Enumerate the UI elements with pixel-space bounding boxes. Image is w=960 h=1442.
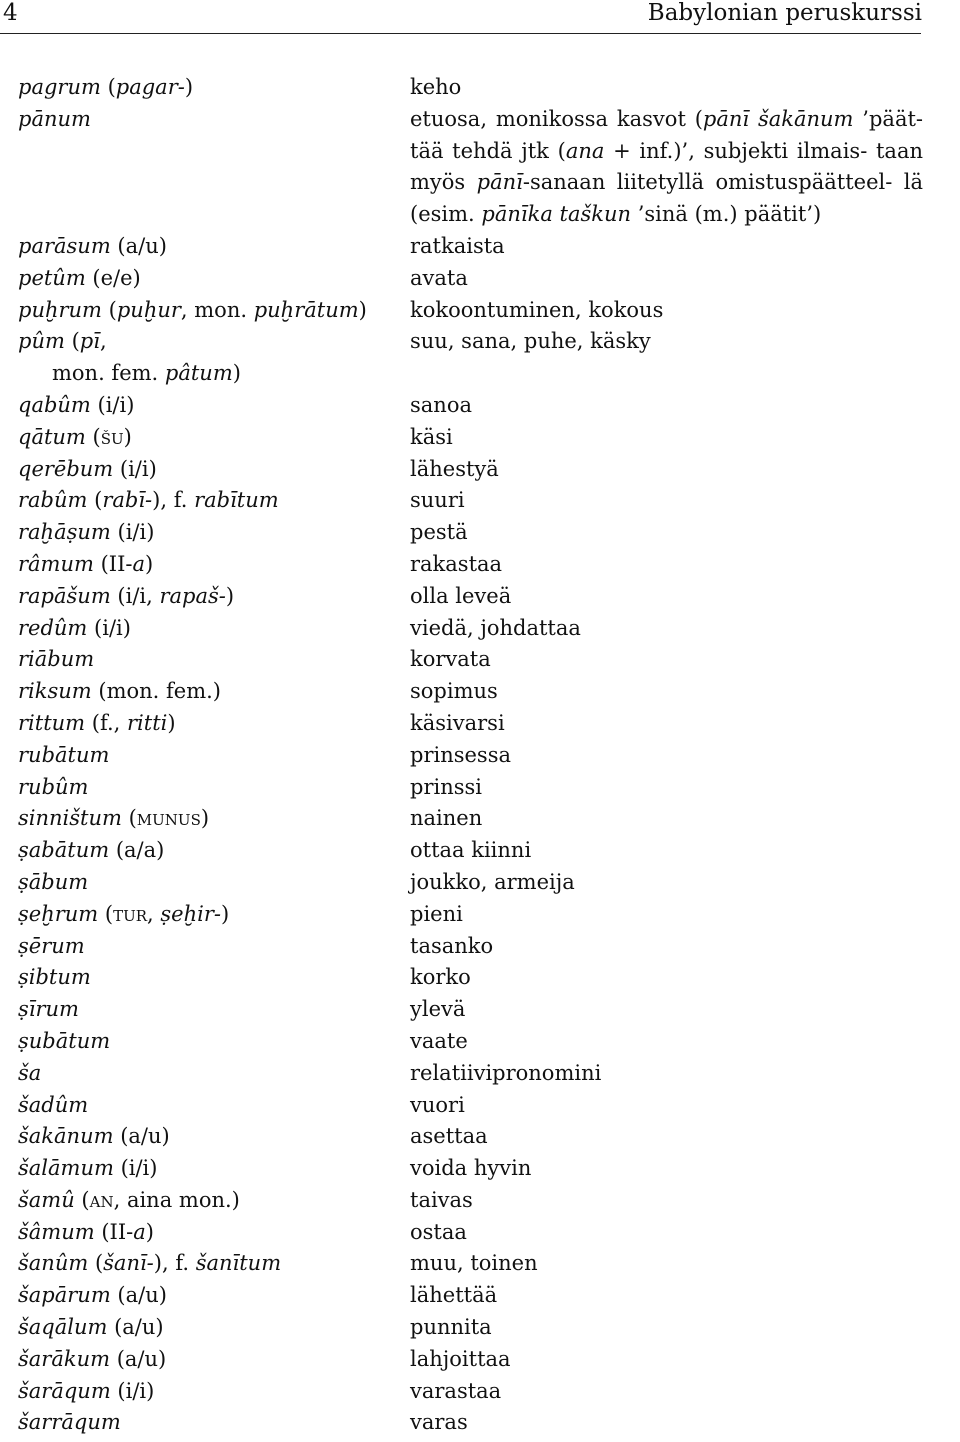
entry-gloss bbox=[410, 263, 923, 295]
text-segment: (a/u) bbox=[110, 1283, 167, 1308]
text-segment: a bbox=[133, 1219, 146, 1244]
glossary-entry bbox=[18, 1026, 923, 1058]
entry-gloss bbox=[410, 740, 923, 772]
text-segment: suu, sana, puhe, käsky bbox=[410, 329, 651, 354]
text-segment: šanītum bbox=[195, 1251, 282, 1276]
text-segment: (a/u) bbox=[113, 1124, 170, 1149]
text-segment: + inf.)’, subjekti ilmais- taan myös bbox=[410, 138, 923, 195]
text-segment: qabûm bbox=[18, 392, 91, 417]
text-segment: rabītum bbox=[194, 488, 279, 513]
entry-term bbox=[18, 1026, 410, 1058]
text-segment: redûm bbox=[18, 615, 88, 640]
text-segment: ana bbox=[565, 138, 605, 163]
text-segment: ) bbox=[200, 806, 210, 831]
entry-gloss bbox=[410, 1026, 923, 1058]
entry-term bbox=[18, 1185, 410, 1217]
text-segment: ṣeḫrum bbox=[18, 901, 99, 926]
text-segment: suuri bbox=[410, 488, 465, 513]
text-segment: , bbox=[147, 901, 161, 926]
text-segment: pagrum bbox=[18, 75, 101, 99]
text-segment: rittum bbox=[18, 710, 86, 735]
entry-gloss bbox=[410, 1058, 923, 1090]
entry-gloss bbox=[410, 1248, 923, 1280]
text-segment: taivas bbox=[410, 1187, 473, 1212]
entry-gloss bbox=[410, 994, 923, 1026]
entry-gloss bbox=[410, 72, 923, 104]
text-segment: käsi bbox=[410, 424, 453, 449]
text-segment: ottaa kiinni bbox=[410, 838, 532, 863]
entry-term bbox=[18, 517, 410, 549]
text-segment: ) bbox=[145, 1219, 154, 1244]
glossary-entry bbox=[18, 72, 923, 104]
text-segment: šarrāqum bbox=[18, 1410, 121, 1435]
glossary-entry bbox=[18, 772, 923, 804]
text-segment: ša bbox=[18, 1060, 42, 1085]
text-segment: ( bbox=[74, 1187, 90, 1212]
glossary-entry bbox=[18, 454, 923, 486]
text-segment: lahjoittaa bbox=[410, 1346, 511, 1371]
entry-gloss bbox=[410, 581, 923, 613]
glossary-entry bbox=[18, 1121, 923, 1153]
entry-term bbox=[18, 803, 410, 835]
entry-term bbox=[18, 72, 410, 104]
text-segment: ṣabātum bbox=[18, 838, 110, 863]
entry-term bbox=[18, 263, 410, 295]
text-segment: lähestyä bbox=[410, 456, 499, 481]
text-segment: varastaa bbox=[410, 1378, 502, 1403]
entry-gloss bbox=[410, 1185, 923, 1217]
text-segment: pâtum bbox=[164, 361, 233, 386]
text-segment: (i/i, bbox=[110, 583, 160, 608]
text-segment: (i/i) bbox=[113, 1156, 158, 1181]
text-segment: ṣērum bbox=[18, 933, 85, 958]
entry-term bbox=[18, 1121, 410, 1153]
text-segment: šaqālum bbox=[18, 1315, 108, 1340]
text-segment: kokoontuminen, kokous bbox=[410, 297, 664, 322]
text-segment: ostaa bbox=[410, 1219, 467, 1244]
text-segment: ṣīrum bbox=[18, 997, 79, 1022]
text-segment: (a/a) bbox=[109, 838, 165, 863]
text-segment: voida hyvin bbox=[410, 1156, 532, 1181]
text-segment: pieni bbox=[410, 901, 463, 926]
text-segment: ) bbox=[232, 361, 241, 386]
text-segment: šalāmum bbox=[18, 1156, 114, 1181]
text-segment: (i/i) bbox=[87, 615, 131, 640]
text-segment: nainen bbox=[410, 806, 483, 831]
glossary-entry bbox=[18, 1407, 923, 1439]
text-segment: rapāšum bbox=[18, 583, 111, 608]
entry-gloss bbox=[410, 962, 923, 994]
text-segment: ), f. bbox=[152, 488, 195, 513]
entry-gloss bbox=[410, 231, 923, 263]
entry-term-continuation bbox=[18, 358, 410, 390]
glossary-entry bbox=[18, 1280, 923, 1312]
entry-term bbox=[18, 772, 410, 804]
glossary-entry bbox=[18, 676, 923, 708]
text-segment: pûm bbox=[18, 329, 65, 354]
glossary-entry bbox=[18, 613, 923, 645]
entry-gloss bbox=[410, 485, 923, 517]
text-segment: (i/i) bbox=[90, 392, 135, 417]
text-segment: pagar- bbox=[115, 75, 185, 99]
text-segment: prinssi bbox=[410, 774, 482, 799]
entry-gloss bbox=[410, 104, 923, 231]
entry-gloss bbox=[410, 835, 923, 867]
glossary-entry bbox=[18, 1090, 923, 1122]
text-segment: viedä, johdattaa bbox=[410, 615, 581, 640]
text-segment: ritti bbox=[127, 710, 168, 735]
entry-gloss bbox=[410, 295, 923, 327]
text-segment: korvata bbox=[410, 647, 491, 672]
page-header bbox=[0, 0, 960, 28]
glossary-entry bbox=[18, 104, 923, 231]
text-segment: ) bbox=[145, 551, 154, 576]
text-segment: qātum bbox=[18, 424, 86, 449]
entry-gloss bbox=[410, 454, 923, 486]
text-segment: (a/u) bbox=[110, 233, 167, 258]
text-segment: raḫāṣum bbox=[18, 520, 111, 545]
text-segment: vaate bbox=[410, 1028, 468, 1053]
entry-gloss bbox=[410, 1312, 923, 1344]
text-segment: qerēbum bbox=[18, 456, 114, 481]
text-segment: ratkaista bbox=[410, 233, 505, 258]
text-segment: etuosa, monikossa kasvot ( bbox=[410, 106, 703, 131]
text-segment: rubûm bbox=[18, 774, 89, 799]
entry-term bbox=[18, 708, 410, 740]
glossary-entry bbox=[18, 1058, 923, 1090]
entry-gloss bbox=[410, 326, 923, 390]
text-segment: ṣābum bbox=[18, 869, 89, 894]
glossary-entry bbox=[18, 422, 923, 454]
text-segment: ( bbox=[64, 329, 80, 354]
glossary-entry bbox=[18, 549, 923, 581]
text-segment: muu, toinen bbox=[410, 1251, 538, 1276]
text-segment: petûm bbox=[18, 265, 86, 290]
glossary-entry bbox=[18, 1185, 923, 1217]
entry-term bbox=[18, 485, 410, 517]
text-segment: an bbox=[89, 1187, 114, 1212]
text-segment: riābum bbox=[18, 647, 95, 672]
text-segment: puḫrātum bbox=[253, 297, 359, 322]
text-segment: šapārum bbox=[18, 1283, 111, 1308]
text-segment: šarāqum bbox=[18, 1378, 111, 1403]
text-segment: varas bbox=[410, 1410, 468, 1435]
glossary-entry bbox=[18, 994, 923, 1026]
text-segment: munus bbox=[136, 806, 201, 831]
text-segment: avata bbox=[410, 265, 468, 290]
text-segment: mon. fem. bbox=[52, 361, 165, 386]
text-segment: râmum bbox=[18, 551, 94, 576]
text-segment: lähettää bbox=[410, 1283, 498, 1308]
entry-term bbox=[18, 390, 410, 422]
glossary-entry bbox=[18, 644, 923, 676]
entry-gloss bbox=[410, 1280, 923, 1312]
entry-term bbox=[18, 1248, 410, 1280]
text-segment: šâmum bbox=[18, 1219, 95, 1244]
text-segment: , mon. bbox=[180, 297, 254, 322]
glossary-entry bbox=[18, 263, 923, 295]
entry-term bbox=[18, 835, 410, 867]
entry-term bbox=[18, 581, 410, 613]
text-segment: parāsum bbox=[18, 233, 111, 258]
text-segment: (II- bbox=[94, 1219, 134, 1244]
text-segment: ) bbox=[225, 583, 235, 608]
entry-term bbox=[18, 899, 410, 931]
entry-term bbox=[18, 549, 410, 581]
text-segment: pānīka taškun bbox=[481, 202, 632, 227]
entry-gloss bbox=[410, 1344, 923, 1376]
text-segment: asettaa bbox=[410, 1124, 488, 1149]
entry-term bbox=[18, 1407, 410, 1439]
entry-gloss bbox=[410, 931, 923, 963]
text-segment: keho bbox=[410, 75, 462, 99]
text-segment: pī bbox=[79, 329, 100, 354]
glossary-entry bbox=[18, 517, 923, 549]
page-number: 4 bbox=[3, 0, 18, 26]
text-segment: ), f. bbox=[153, 1251, 196, 1276]
text-segment: ) bbox=[221, 901, 230, 926]
text-segment: a bbox=[132, 551, 146, 576]
text-segment: ) bbox=[358, 297, 367, 322]
text-segment: ’päät- tää tehdä jtk ( bbox=[410, 106, 923, 163]
text-segment: (i/i) bbox=[113, 456, 157, 481]
text-segment: ṣeḫir- bbox=[160, 901, 221, 926]
text-segment: ( bbox=[100, 75, 116, 99]
text-segment: pānī šakānum bbox=[702, 106, 854, 131]
entry-gloss bbox=[410, 644, 923, 676]
text-segment: (i/i) bbox=[110, 1378, 155, 1403]
glossary-entry bbox=[18, 803, 923, 835]
text-segment: šamû bbox=[18, 1187, 75, 1212]
entry-term bbox=[18, 931, 410, 963]
glossary-entry bbox=[18, 581, 923, 613]
entry-gloss bbox=[410, 803, 923, 835]
glossary-entry bbox=[18, 1344, 923, 1376]
entry-gloss bbox=[410, 1407, 923, 1439]
glossary-entry bbox=[18, 962, 923, 994]
text-segment: (i/i) bbox=[110, 520, 155, 545]
text-segment: pānī bbox=[476, 170, 523, 195]
entry-term bbox=[18, 422, 410, 454]
entry-term bbox=[18, 1153, 410, 1185]
glossary-entry bbox=[18, 1312, 923, 1344]
text-segment: pānum bbox=[18, 106, 91, 131]
text-segment: rubātum bbox=[18, 742, 110, 767]
running-title: Babylonian peruskurssi bbox=[647, 0, 922, 26]
entry-gloss bbox=[410, 1153, 923, 1185]
entry-gloss bbox=[410, 1376, 923, 1408]
text-segment: prinsessa bbox=[410, 742, 512, 767]
entry-gloss bbox=[410, 390, 923, 422]
text-segment: puḫrum bbox=[18, 297, 102, 322]
header-rule bbox=[0, 33, 921, 34]
glossary-entry bbox=[18, 1153, 923, 1185]
text-segment: (a/u) bbox=[107, 1315, 164, 1340]
entry-gloss bbox=[410, 549, 923, 581]
entry-term bbox=[18, 1312, 410, 1344]
glossary-entry bbox=[18, 835, 923, 867]
entry-gloss bbox=[410, 676, 923, 708]
text-segment: joukko, armeija bbox=[410, 869, 575, 894]
entry-term bbox=[18, 867, 410, 899]
glossary-entry bbox=[18, 326, 923, 390]
text-segment: ( bbox=[88, 1251, 104, 1276]
entry-gloss bbox=[410, 1217, 923, 1249]
entry-term bbox=[18, 644, 410, 676]
entry-gloss bbox=[410, 422, 923, 454]
glossary-entry bbox=[18, 1217, 923, 1249]
entry-term bbox=[18, 1090, 410, 1122]
text-segment: ) bbox=[123, 424, 132, 449]
glossary-entry bbox=[18, 740, 923, 772]
text-segment: šadûm bbox=[18, 1092, 89, 1117]
text-segment: šu bbox=[100, 424, 124, 449]
text-segment: sinništum bbox=[18, 806, 122, 831]
entry-gloss bbox=[410, 613, 923, 645]
text-segment: vuori bbox=[410, 1092, 465, 1117]
text-segment: sopimus bbox=[410, 679, 498, 704]
text-segment: käsivarsi bbox=[410, 710, 505, 735]
entry-term bbox=[18, 740, 410, 772]
glossary-entry bbox=[18, 231, 923, 263]
text-segment: -sanaan liitetyllä omistuspäätteel- lä (esim. bbox=[410, 170, 923, 227]
text-segment: pestä bbox=[410, 520, 468, 545]
entry-term bbox=[18, 1217, 410, 1249]
text-segment: ) bbox=[184, 75, 194, 99]
text-segment: ( bbox=[98, 901, 114, 926]
entry-term bbox=[18, 326, 410, 390]
text-segment: rabī- bbox=[102, 488, 153, 513]
entry-term bbox=[18, 1376, 410, 1408]
entry-gloss bbox=[410, 1090, 923, 1122]
glossary-entry bbox=[18, 390, 923, 422]
text-segment: (II- bbox=[93, 551, 133, 576]
text-segment: ( bbox=[85, 424, 101, 449]
text-segment: šarākum bbox=[18, 1346, 111, 1371]
text-segment: , aina mon.) bbox=[113, 1187, 240, 1212]
entry-gloss bbox=[410, 899, 923, 931]
text-segment: ṣibtum bbox=[18, 965, 91, 990]
glossary-entry bbox=[18, 1248, 923, 1280]
text-segment: tasanko bbox=[410, 933, 494, 958]
text-segment: ) bbox=[167, 710, 176, 735]
text-segment: olla leveä bbox=[410, 583, 512, 608]
text-segment: rakastaa bbox=[410, 551, 503, 576]
glossary-entry bbox=[18, 708, 923, 740]
glossary-entry bbox=[18, 899, 923, 931]
entry-term bbox=[18, 1058, 410, 1090]
entry-gloss bbox=[410, 867, 923, 899]
text-segment: ylevä bbox=[410, 997, 466, 1022]
glossary-entry bbox=[18, 1376, 923, 1408]
glossary-entry bbox=[18, 485, 923, 517]
text-segment: rapaš- bbox=[159, 583, 226, 608]
entry-term bbox=[18, 104, 410, 231]
glossary-entry bbox=[18, 931, 923, 963]
text-segment: ( bbox=[101, 297, 117, 322]
entry-term bbox=[18, 962, 410, 994]
entry-term bbox=[18, 613, 410, 645]
text-segment: ṣubātum bbox=[18, 1028, 111, 1053]
entry-gloss bbox=[410, 1121, 923, 1153]
text-segment: (a/u) bbox=[110, 1346, 167, 1371]
entry-term bbox=[18, 454, 410, 486]
entry-term bbox=[18, 676, 410, 708]
glossary-entry bbox=[18, 867, 923, 899]
text-segment: ’sinä (m.) päätit’) bbox=[631, 202, 822, 227]
entry-term bbox=[18, 1344, 410, 1376]
entry-term bbox=[18, 295, 410, 327]
entry-gloss bbox=[410, 517, 923, 549]
text-segment: ( bbox=[121, 806, 137, 831]
text-segment: (f., bbox=[85, 710, 127, 735]
text-segment: puḫur bbox=[116, 297, 181, 322]
text-segment: sanoa bbox=[410, 392, 472, 417]
glossary-list bbox=[18, 72, 923, 1439]
text-segment: tur bbox=[113, 901, 148, 926]
entry-gloss bbox=[410, 772, 923, 804]
text-segment: riksum bbox=[18, 679, 92, 704]
text-segment: šanī- bbox=[103, 1251, 154, 1276]
text-segment: rabûm bbox=[18, 488, 88, 513]
entry-term bbox=[18, 1280, 410, 1312]
text-segment: punnita bbox=[410, 1315, 492, 1340]
text-segment: šanûm bbox=[18, 1251, 89, 1276]
text-segment: šakānum bbox=[18, 1124, 114, 1149]
entry-gloss bbox=[410, 708, 923, 740]
text-segment: korko bbox=[410, 965, 471, 990]
text-segment: ( bbox=[87, 488, 103, 513]
text-segment: (e/e) bbox=[85, 265, 141, 290]
text-segment: (mon. fem.) bbox=[91, 679, 221, 704]
text-segment: relatiivipronomini bbox=[410, 1060, 602, 1085]
text-segment: , bbox=[99, 329, 107, 354]
entry-term bbox=[18, 994, 410, 1026]
entry-term bbox=[18, 231, 410, 263]
glossary-entry bbox=[18, 295, 923, 327]
